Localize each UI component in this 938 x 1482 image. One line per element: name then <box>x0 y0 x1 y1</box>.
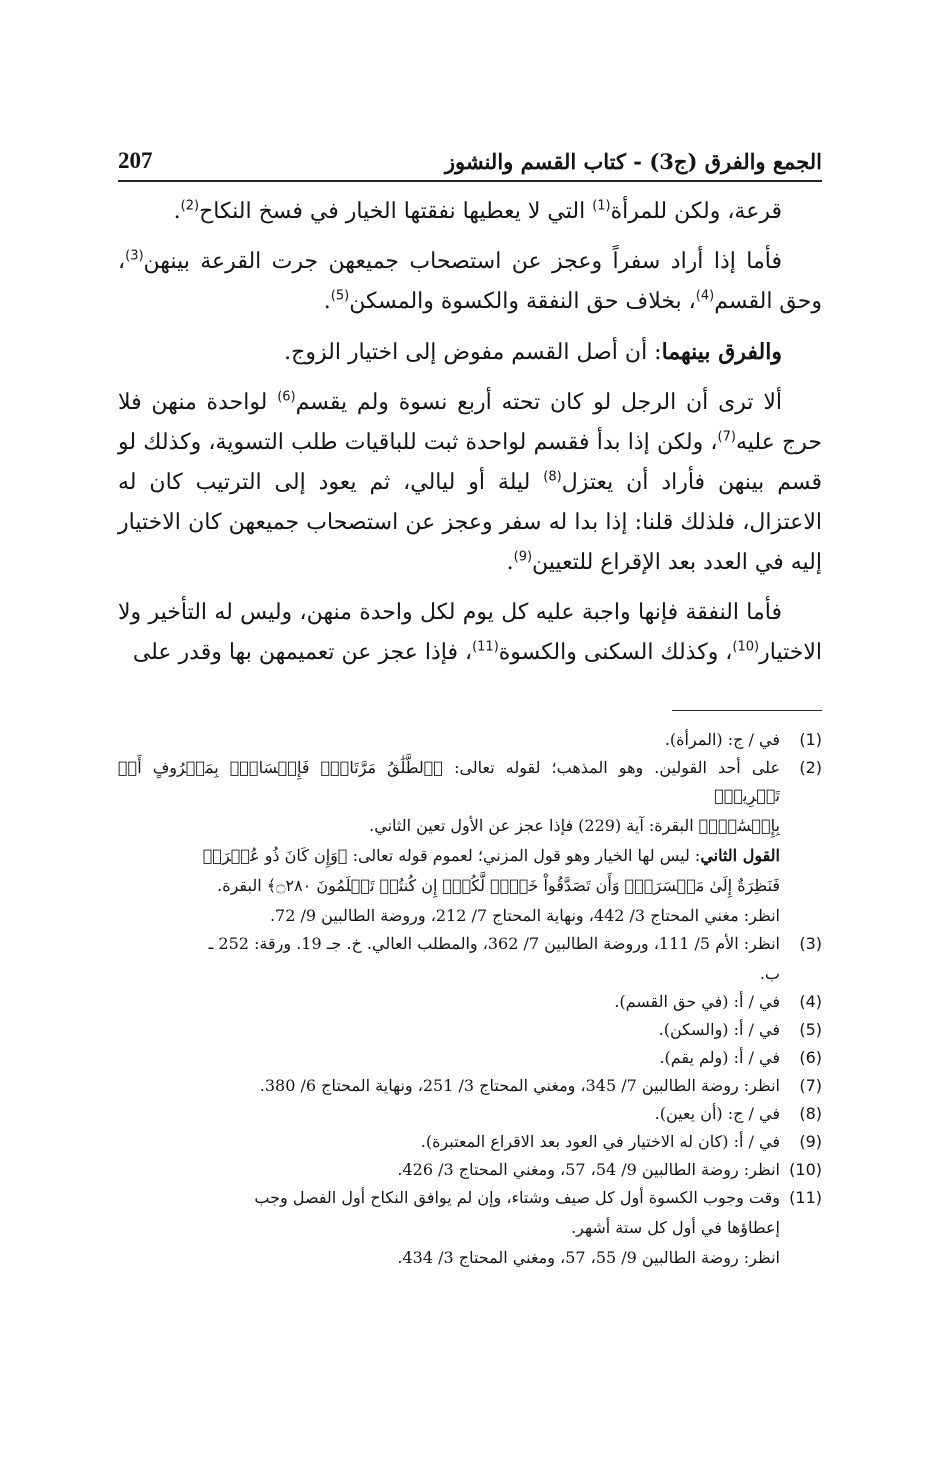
footnote <box>118 726 822 754</box>
footnote-ref-7[interactable]: (7) <box>717 429 736 445</box>
footnote-number: (9) <box>799 1132 822 1151</box>
footnote <box>118 754 822 930</box>
footnote <box>118 1100 822 1128</box>
footnote-text: وقت وجوب الكسوة أول كل صيف وشتاء، وإن لم يوافق النكاح أول الفصل وجب إعطاؤها في أول كل ستة أشهر. انظر: روضة الطالبين 9/ 55، 57، ومغني المحتاج 3/ 434. <box>254 1188 780 1267</box>
page-number: 207 <box>118 148 153 173</box>
footnote-ref-9[interactable]: (9) <box>513 549 533 565</box>
header-divider <box>118 180 822 182</box>
footnote-text: على أحد القولين. وهو المذهب؛ لقوله تعالى: ﴿ٱلطَّلَٰقُ مَرَّتَانِۖ فَإِمۡسَاكُۢ بِمَعۡرُوفٍ أَوۡ تَسۡرِيحُۢ بِإِحۡسَٰنٖۗ﴾ البقرة: آية (229) فإذا عجز عن الأول تعين الثاني. القول الثاني: ليس لها الخيار وهو قول المزني؛ لعموم قوله تعالى: ﴿وَإِن كَانَ ذُو عُسۡرَةٖ فَنَظِرَةٌ إِلَىٰ مَيۡسَرَةٖۚ وَأَن تَصَدَّقُواْ خَيۡرٞ لَّكُمۡۖ إِن كُنتُمۡ تَعۡلَمُونَ ۝٢٨٠﴾ البقرة. انظر: مغني المحتاج 3/ 442، ونهاية المحتاج 7/ 212، وروضة الطالبين 9/ 72. <box>118 758 780 925</box>
footnote-number: (7) <box>799 1076 822 1095</box>
paragraph-1: قرعة، ولكن للمرأة$^{(1)}$ التي لا يعطيها نفقتها الخيار في فسخ النكاح$^{(2)}$. <box>173 198 782 224</box>
footnote-ref-2[interactable]: (2) <box>180 198 200 214</box>
footnote-ref-1[interactable]: (1) <box>592 198 611 214</box>
footnote-number: (1) <box>799 730 822 749</box>
footnote <box>118 1184 822 1272</box>
footnote <box>118 988 822 1016</box>
footnote-text: في / أ: (ولم يقم). <box>659 1048 780 1067</box>
footnote <box>118 930 822 988</box>
footnote-text: في / أ: (والسكن). <box>658 1020 780 1039</box>
main-text <box>118 192 822 683</box>
footnote-ref-10[interactable]: (10) <box>732 639 760 655</box>
footnote-number: (8) <box>799 1104 822 1123</box>
footnote-ref-11[interactable]: (11) <box>472 639 499 655</box>
running-title: الجمع والفرق (ج3) - كتاب القسم والنشوز <box>444 149 822 174</box>
footnote-text: في / أ: (كان له الاختيار في العود بعد الاقراع المعتبرة). <box>420 1132 780 1151</box>
footnote-text: انظر: روضة الطالبين 9/ 54، 57، ومغني المحتاج 3/ 426. <box>397 1160 780 1179</box>
footnote-text: في / ج: (أن يعين). <box>654 1104 780 1123</box>
footnote-ref-5[interactable]: (5) <box>330 288 350 304</box>
paragraph-5: فأما النفقة فإنها واجبة عليه كل يوم لكل واحدة منهن، وليس له التأخير ولا الاختيار$^{(10)}$، وكذلك السكنى والكسوة$^{(11)}$، فإذا عجز عن تعميمهن بها وقدر على <box>118 600 822 665</box>
footnotes <box>118 726 822 1272</box>
footnote-number: (3) <box>799 934 822 953</box>
footnote-number: (2) <box>799 758 822 777</box>
footnote-ref-4[interactable]: (4) <box>695 288 715 304</box>
footnote-ref-6[interactable]: (6) <box>277 389 296 405</box>
footnote-number: (4) <box>799 992 822 1011</box>
footnote-text: في / ج: (المرأة). <box>664 730 780 749</box>
footnote-text: في / أ: (في حق القسم). <box>614 992 780 1011</box>
paragraph-2: فأما إذا أراد سفراً وعجز عن استصحاب جميعهن جرت القرعة بينهن$^{(3)}$، وحق القسم$^{(4)}$، بخلاف حق النفقة والكسوة والمسكن$^{(5)}$. <box>118 248 822 314</box>
footnote-ref-3[interactable]: (3) <box>125 248 144 264</box>
bold-lead: والفرق بينهما <box>661 339 782 365</box>
footnote <box>118 1016 822 1044</box>
footnote-number: (11) <box>789 1188 822 1207</box>
footnote <box>118 1156 822 1184</box>
footnote-number: (10) <box>789 1160 822 1179</box>
footnote-ref-8[interactable]: (8) <box>543 469 562 485</box>
footnote <box>118 1128 822 1156</box>
footnote-number: (6) <box>799 1048 822 1067</box>
footnote-divider <box>672 710 822 711</box>
paragraph-4: ألا ترى أن الرجل لو كان تحته أربع نسوة ولم يقسم$^{(6)}$ لواحدة منهن فلا حرج عليه$^{(7)}$، ولكن إذا بدأ فقسم لواحدة ثبت للباقيات طلب التسوية، وكذلك لو قسم بينهن فأراد أن يعتزل$^{(8)}$ ليلة أو ليالي، ثم يعود إلى الترتيب كان له الاعتزال، فلذلك قلنا: إذا بدا له سفر وعجز عن استصحاب جميعهن كان الاختيار إليه في العدد بعد الإقراع للتعيين$^{(9)}$. <box>118 389 823 575</box>
footnote-text: انظر: الأم 5/ 111، وروضة الطالبين 7/ 362، والمطلب العالي. خ. جـ 19. ورقة: 252 ـ ب. <box>208 934 780 983</box>
paragraph-3: والفرق بينهما: أن أصل القسم مفوض إلى اختيار الزوج. <box>284 339 782 365</box>
footnote <box>118 1072 822 1100</box>
footnote <box>118 1044 822 1072</box>
footnote-text: انظر: روضة الطالبين 7/ 345، ومغني المحتاج 3/ 251، ونهاية المحتاج 6/ 380. <box>259 1076 780 1095</box>
page-header <box>118 138 822 174</box>
footnote-number: (5) <box>799 1020 822 1039</box>
